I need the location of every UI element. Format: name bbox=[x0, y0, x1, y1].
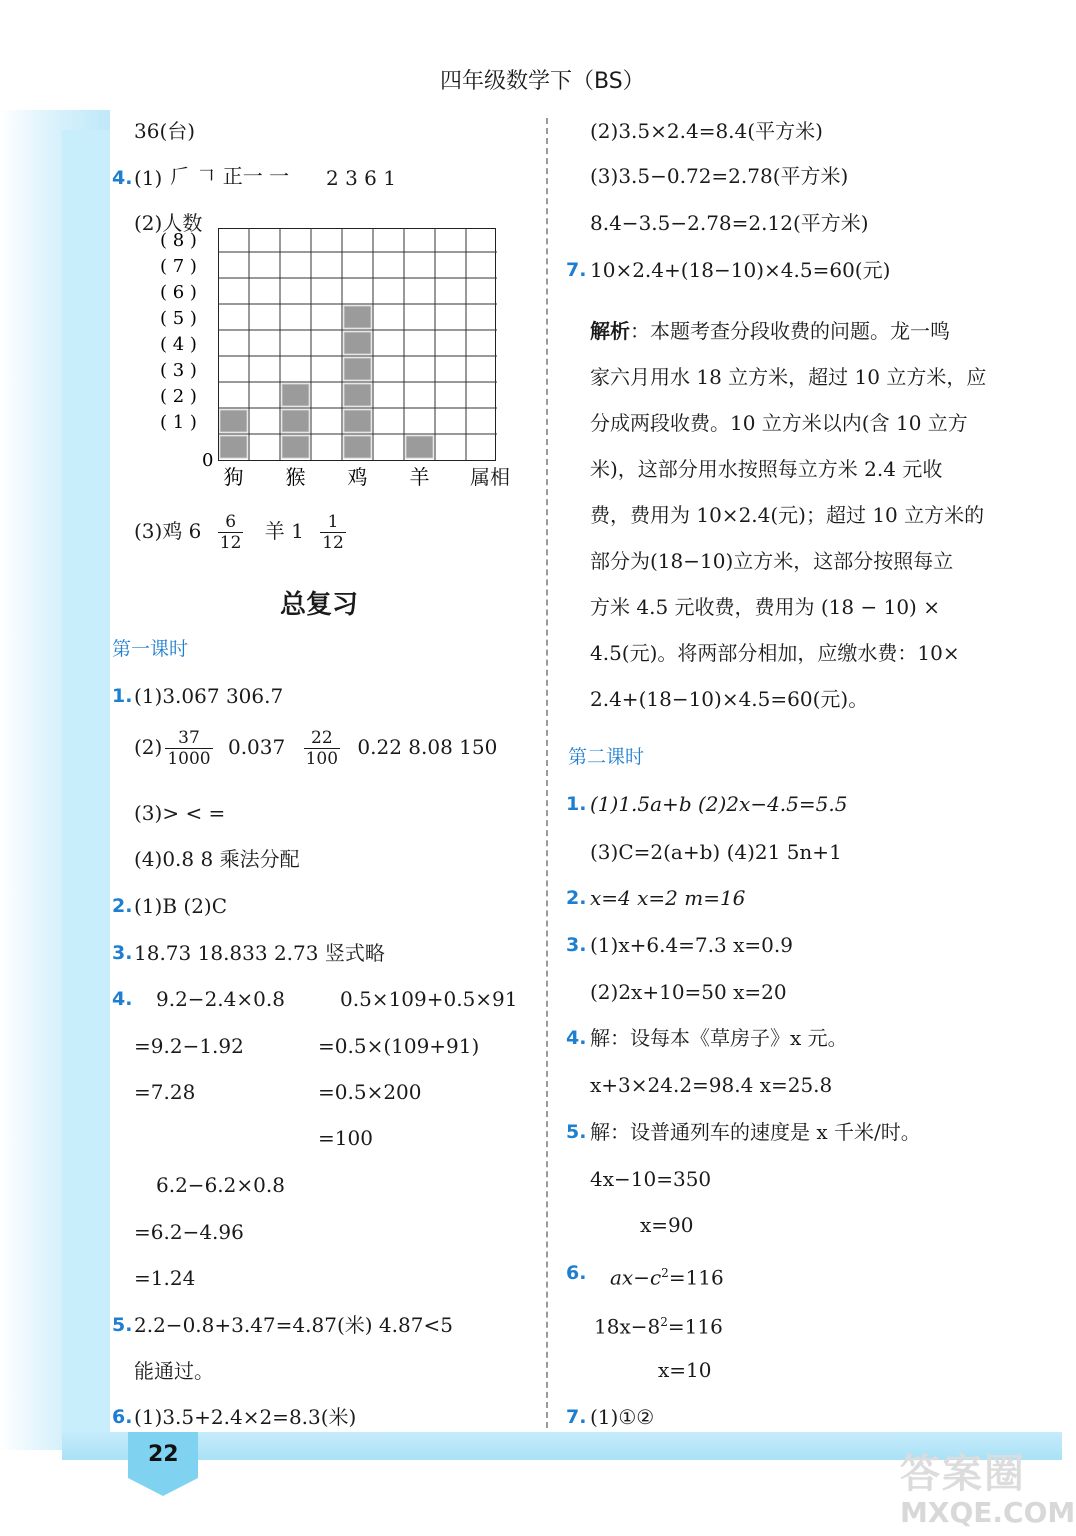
question-number: 7. bbox=[566, 259, 587, 281]
y-tick-label: ( 8 ) bbox=[160, 230, 197, 251]
watermark-url: MXQE.COM bbox=[900, 1496, 1076, 1529]
exponent: 2 bbox=[661, 1266, 669, 1280]
answer-line: 2.2−0.8+3.47=4.87(米) 4.87<5 bbox=[134, 1313, 453, 1337]
calc-step: 6.2−6.2×0.8 bbox=[156, 1173, 285, 1197]
fraction bbox=[218, 512, 244, 553]
analysis-line: 分成两段收费。10 立方米以内(含 10 立方 bbox=[590, 411, 968, 435]
answer-line: 解：设普通列车的速度是 x 千米/时。 bbox=[590, 1120, 921, 1144]
calc-step: 0.5×109+0.5×91 bbox=[340, 987, 518, 1011]
calc-step: =1.24 bbox=[134, 1266, 196, 1290]
equation-line: x=90 bbox=[640, 1213, 694, 1237]
equation-line: x=10 bbox=[658, 1358, 712, 1382]
fraction-denominator: 100 bbox=[305, 749, 339, 769]
bar-cell-鸡 bbox=[344, 306, 371, 328]
calc-step: =6.2−4.96 bbox=[134, 1220, 244, 1244]
question-number: 5. bbox=[566, 1121, 587, 1143]
bar-chart bbox=[150, 220, 530, 500]
analysis-line: 米)，这部分用水按照每立方米 2.4 元收 bbox=[590, 457, 943, 481]
x-category-label: 鸡 bbox=[347, 465, 368, 489]
fraction-numerator: 1 bbox=[320, 512, 346, 533]
watermark-logo bbox=[900, 1442, 1060, 1497]
bar-cell-猴 bbox=[282, 384, 309, 406]
column-divider bbox=[546, 118, 548, 1428]
fraction bbox=[165, 728, 212, 769]
section-title: 总复习 bbox=[280, 590, 359, 620]
lesson-heading: 第一课时 bbox=[112, 638, 189, 660]
bar-cell-狗 bbox=[220, 436, 247, 458]
y-tick-label: ( 2 ) bbox=[160, 386, 197, 407]
chart-ylabel: (2)人数 bbox=[134, 211, 203, 235]
fraction-denominator: 12 bbox=[219, 533, 242, 553]
answer-line: (1)3.067 306.7 bbox=[134, 684, 284, 708]
question-number: 6. bbox=[566, 1262, 587, 1284]
equation-text: 18x−8 bbox=[594, 1314, 661, 1339]
equation-text: ax−c bbox=[610, 1265, 662, 1290]
x-category-label: 猴 bbox=[285, 465, 306, 489]
bar-cell-鸡 bbox=[344, 332, 371, 354]
y-tick-label: 0 bbox=[202, 450, 214, 471]
question-number: 4. bbox=[112, 988, 133, 1010]
fraction-denominator: 1000 bbox=[167, 749, 211, 769]
analysis-line: 4.5(元)。将两部分相加，应缴水费：10× bbox=[590, 641, 960, 665]
fraction-numerator: 37 bbox=[165, 728, 212, 749]
y-tick-label: ( 1 ) bbox=[160, 412, 197, 433]
answer-line: x=4 x=2 m=16 bbox=[590, 886, 746, 910]
equation-text: =116 bbox=[668, 1265, 724, 1290]
bar-cell-鸡 bbox=[344, 384, 371, 406]
question-number: 7. bbox=[566, 1406, 587, 1428]
question-number: 6. bbox=[112, 1406, 133, 1428]
fraction bbox=[304, 728, 340, 769]
answer-line: 能通过。 bbox=[134, 1359, 214, 1383]
answer-line: (1)①② bbox=[590, 1405, 655, 1429]
calc-step: =0.5×200 bbox=[318, 1080, 422, 1104]
y-tick-label: ( 5 ) bbox=[160, 308, 197, 329]
analysis-line: 费，费用为 10×2.4(元)；超过 10 立方米的 bbox=[590, 503, 985, 527]
bar-cell-猴 bbox=[282, 410, 309, 432]
equation-line: 4x−10=350 bbox=[590, 1167, 712, 1191]
answer-line: 8.4−3.5−2.78=2.12(平方米) bbox=[590, 211, 869, 235]
answer-line: (3)C=2(a+b) (4)21 5n+1 bbox=[590, 840, 842, 864]
answer-line: (3)3.5−0.72=2.78(平方米) bbox=[590, 164, 849, 188]
answer-line: (1) bbox=[134, 166, 163, 190]
analysis-line: ：本题考查分段收费的问题。龙一鸣 bbox=[630, 319, 950, 343]
question-number: 1. bbox=[112, 685, 133, 707]
y-tick-label: ( 7 ) bbox=[160, 256, 197, 277]
question-number: 2. bbox=[112, 895, 133, 917]
question-number: 2. bbox=[566, 887, 587, 909]
page-number: 22 bbox=[148, 1442, 179, 1467]
answer-line: (1)1.5a+b (2)2x−4.5=5.5 bbox=[590, 792, 848, 816]
page-header: 四年级数学下（BS） bbox=[440, 69, 645, 94]
answer-line: (2)3.5×2.4=8.4(平方米) bbox=[590, 119, 823, 143]
chart-xlabel: 属相 bbox=[470, 465, 510, 489]
analysis-line: 2.4+(18−10)×4.5=60(元)。 bbox=[590, 687, 869, 711]
y-tick-label: ( 3 ) bbox=[160, 360, 197, 381]
watermark-logo-text: 答案圈 bbox=[900, 1451, 1026, 1497]
answer-line: 10×2.4+(18−10)×4.5=60(元) bbox=[590, 258, 891, 282]
y-tick-label: ( 6 ) bbox=[160, 282, 197, 303]
fraction-denominator: 12 bbox=[322, 533, 344, 553]
answer-line: (4)0.8 8 乘法分配 bbox=[134, 847, 300, 871]
calc-step: =100 bbox=[318, 1126, 373, 1150]
answer-line: (1)B (2)C bbox=[134, 894, 228, 918]
x-category-label: 羊 bbox=[409, 465, 430, 489]
question-number: 1. bbox=[566, 793, 587, 815]
question-number: 5. bbox=[112, 1314, 133, 1336]
question-number: 4. bbox=[566, 1027, 587, 1049]
analysis-paragraph bbox=[590, 318, 986, 732]
bar-cell-狗 bbox=[220, 410, 247, 432]
exponent: 2 bbox=[660, 1315, 668, 1329]
answer-text: 羊 1 bbox=[264, 519, 304, 543]
answer-line bbox=[134, 512, 349, 553]
equation-line bbox=[594, 1309, 723, 1340]
answer-text: (2) bbox=[134, 735, 163, 759]
answer-text: (3)鸡 6 bbox=[134, 519, 202, 543]
equation-text: =116 bbox=[667, 1314, 723, 1339]
analysis-line: 家六月用水 18 立方米，超过 10 立方米，应 bbox=[590, 365, 987, 389]
answer-line: 36(台) bbox=[134, 119, 196, 143]
fraction bbox=[320, 512, 346, 553]
answer-text: 0.22 8.08 150 bbox=[357, 735, 498, 759]
analysis-label: 解析 bbox=[590, 319, 630, 343]
lesson-heading: 第二课时 bbox=[568, 746, 645, 768]
bar-cell-鸡 bbox=[344, 436, 371, 458]
question-number: 4. bbox=[112, 167, 133, 189]
analysis-line: 方米 4.5 元收费，费用为 (18 − 10) × bbox=[590, 595, 940, 619]
fraction-numerator: 22 bbox=[304, 728, 340, 749]
answer-line: (1)3.5+2.4×2=8.3(米) bbox=[134, 1405, 357, 1429]
answer-line: 解：设每本《草房子》x 元。 bbox=[590, 1026, 848, 1050]
bar-cell-鸡 bbox=[344, 410, 371, 432]
calc-step: =7.28 bbox=[134, 1080, 196, 1104]
answer-line: 18.73 18.833 2.73 竖式略 bbox=[134, 941, 385, 965]
bar-cell-鸡 bbox=[344, 358, 371, 380]
answer-line: (1)x+6.4=7.3 x=0.9 bbox=[590, 933, 793, 957]
answer-line bbox=[134, 728, 497, 769]
answer-line: x+3×24.2=98.4 x=25.8 bbox=[590, 1073, 833, 1097]
question-number: 3. bbox=[566, 934, 587, 956]
calc-step: =0.5×(109+91) bbox=[318, 1034, 480, 1058]
question-number: 3. bbox=[112, 942, 133, 964]
y-tick-label: ( 4 ) bbox=[160, 334, 197, 355]
answer-line: (3)> < = bbox=[134, 801, 226, 825]
answer-line: (2)2x+10=50 x=20 bbox=[590, 980, 787, 1004]
bar-cell-羊 bbox=[406, 436, 433, 458]
x-category-label: 狗 bbox=[223, 465, 244, 489]
answer-text: 0.037 bbox=[227, 735, 286, 759]
calc-step: 9.2−2.4×0.8 bbox=[156, 987, 285, 1011]
equation-line bbox=[610, 1260, 724, 1291]
tally-marks: 𠂆 𠃍 正一 一 bbox=[170, 164, 290, 188]
calc-step: =9.2−1.92 bbox=[134, 1034, 244, 1058]
analysis-line: 部分为(18−10)立方米，这部分按照每立 bbox=[590, 549, 954, 573]
bar-cell-猴 bbox=[282, 436, 309, 458]
fraction-numerator: 6 bbox=[218, 512, 244, 533]
left-decor-strip bbox=[62, 130, 110, 1450]
answer-line: 2 3 6 1 bbox=[326, 166, 396, 190]
